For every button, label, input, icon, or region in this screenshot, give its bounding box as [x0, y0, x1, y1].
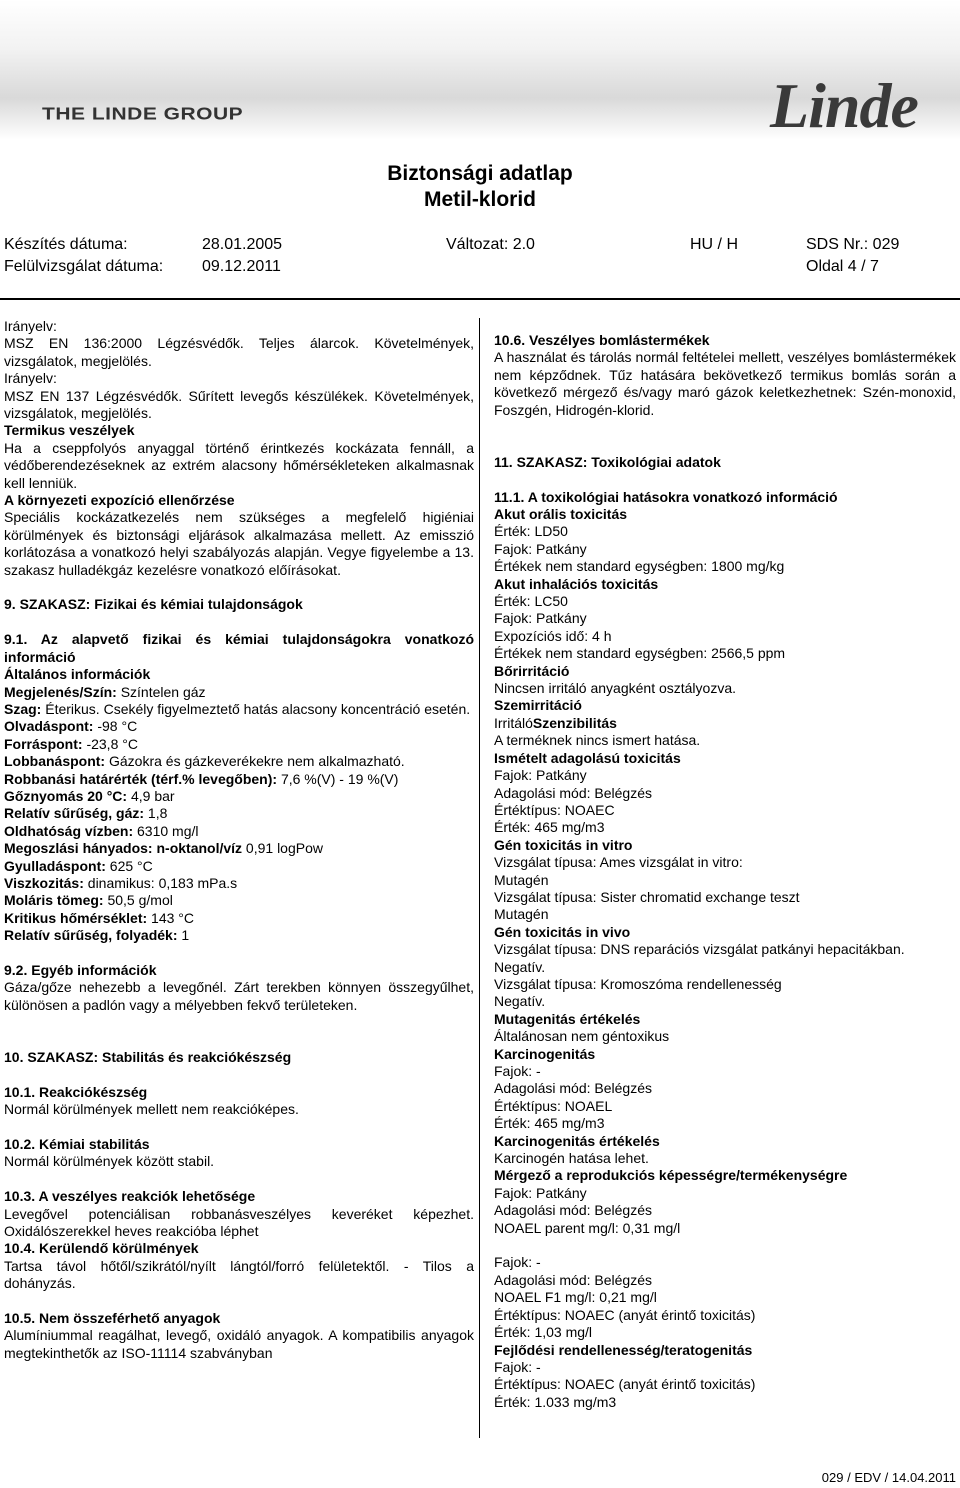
section-heading: Szenzibilitás	[532, 714, 617, 731]
version: Változat: 2.0	[446, 236, 535, 253]
text-line: Expozíciós idő: 4 h	[494, 627, 612, 644]
property-value: 0,91 logPow	[242, 840, 323, 857]
text-line	[4, 701, 474, 718]
property-value: Színtelen gáz	[116, 683, 206, 700]
company-name-logo: THE LINDE GROUP	[42, 104, 244, 124]
text-line: A terméknek nincs ismert hatása.	[494, 732, 701, 749]
property-value: 50,5 g/mol	[103, 892, 173, 909]
text-line: Mutagén	[494, 906, 549, 923]
section-heading: Termikus veszélyek	[4, 422, 135, 439]
text-line: Irányelv:	[4, 318, 57, 334]
text-line: Vizsgálat típusa: Ames vizsgálat in vitro:	[494, 854, 743, 871]
spacer	[4, 1066, 474, 1083]
spacer	[4, 1119, 474, 1136]
text-line: Adagolási mód: Belégzés	[494, 1202, 652, 1219]
left-column	[4, 318, 474, 1362]
text-line	[4, 823, 474, 840]
text-line: Adagolási mód: Belégzés	[494, 1271, 652, 1288]
property-label: Megoszlási hányados: n-oktanol/víz	[4, 840, 243, 857]
spacer	[494, 419, 956, 436]
text-line: Érték: LC50	[494, 593, 568, 610]
text-line: A használat és tárolás normál feltételei mellett, veszélyes bomlástermékek nem képződnek. Tűz hatására bekövetkező termikus bomlás során a következő mérgező és/vagy maró gázok keletkezhetnek: Szén-monoxid, Foszgén, Hidrogén-klorid.	[494, 349, 956, 418]
text-line: Fajok: -	[494, 1358, 541, 1375]
section-heading: Ismételt adagolású toxicitás	[494, 749, 681, 766]
text-line: Vizsgálat típusa: DNS reparációs vizsgálat patkányi hepacitákban.	[494, 941, 905, 958]
text-line	[4, 788, 474, 805]
text-line: Ha a cseppfolyós anyaggal történő érintkezés kockázata fennáll, a védőberendezéseknek az extrém alacsony hőmérsékleteken alkalmasnak kell lenniük.	[4, 439, 474, 491]
text-line	[494, 715, 956, 732]
text-line: NOAEL parent mg/l: 0,31 mg/l	[494, 1219, 681, 1236]
text-line: Fajok: Patkány	[494, 767, 587, 784]
text-line: Értékek nem standard egységben: 2566,5 ppm	[494, 645, 786, 662]
section-heading: Gén toxicitás in vivo	[494, 923, 631, 940]
text-line: Negatív.	[494, 958, 546, 975]
text-line: Fajok: Patkány	[494, 540, 587, 557]
text-line: Értéktípus: NOAEC (anyát érintő toxicitás)	[494, 1376, 756, 1393]
text-line: Speciális kockázatkezelés nem szükséges a megfelelő higiéniai körülmények és biztonsági eljárások alkalmazása mellett. Az emisszió korlátozása a vonatkozó helyi szabályozás alapján. Vegye figyelembe a 13. szakasz hulladékgáz kezelésre vonatkozó előírásokat.	[4, 509, 474, 578]
property-label: Gőznyomás 20 °C:	[4, 787, 128, 804]
property-label: Forráspont:	[4, 735, 83, 752]
property-value: Éterikus. Csekély figyelmeztető hatás alacsony koncentráció esetén.	[41, 700, 471, 717]
text-line	[4, 840, 474, 857]
property-value: 143 °C	[147, 909, 195, 926]
text-line: Levegővel potenciálisan robbanásveszélyes keveréket képezhet. Oxidálószerekkel heves reakcióba léphet	[4, 1205, 474, 1239]
property-label: Lobbanáspont:	[4, 753, 106, 770]
text-line: Gáza/gőze nehezebb a levegőnél. Zárt terekben könnyen összegyűlhet, különösen a padlón vagy a mélyebben fekvő területeken.	[4, 979, 474, 1013]
property-value: 4,9 bar	[127, 787, 175, 804]
text-line: Adagolási mód: Belégzés	[494, 784, 652, 801]
property-value: dinamikus: 0,183 mPa.s	[83, 874, 238, 891]
text-line: Alumíniummal reagálhat, levegő, oxidáló anyagok. A kompatibilis anyagok megtekinthetők az ISO-11114 szabványban	[4, 1327, 474, 1361]
right-column	[494, 332, 956, 1411]
text-line: Vizsgálat típusa: Kromoszóma rendellenesség	[494, 975, 782, 992]
text-line: Tartsa távol hőtől/szikrától/nyílt lángtól/forró felületektől. - Tilos a dohányzás.	[4, 1257, 474, 1292]
footer-code: 029 / EDV / 14.04.2011	[821, 1470, 956, 1485]
text-line: MSZ EN 137 Légzésvédők. Sűrített levegős készülékek. Követelmények, vizsgálatok, megjelölés.	[4, 387, 474, 422]
header-rule	[0, 298, 960, 300]
text-line: Vizsgálat típusa: Sister chromatid exchange teszt	[494, 888, 800, 905]
text-line: Értéktípus: NOAEC (anyát érintő toxicitás)	[494, 1306, 756, 1323]
section-heading: 10.4. Kerülendő körülmények	[4, 1240, 199, 1257]
spacer	[4, 579, 474, 596]
section-heading: 10.2. Kémiai stabilitás	[4, 1135, 150, 1152]
text-line: Fajok: Patkány	[494, 1184, 587, 1201]
text-line: Nincsen irritáló anyagként osztályozva.	[494, 680, 737, 697]
property-label: Viszkozitás:	[4, 874, 84, 891]
text-line: Normál körülmények mellett nem reakcióképes.	[4, 1101, 299, 1118]
property-value: Gázokra és gázkeverékekre nem alkalmazható.	[105, 753, 405, 770]
section-heading: 10.1. Reakciókészség	[4, 1083, 148, 1100]
text-line: Adagolási mód: Belégzés	[494, 1080, 652, 1097]
text-fragment: Irritáló	[494, 714, 533, 731]
property-value: 6310 mg/l	[133, 822, 199, 839]
page-number: Oldal 4 / 7	[806, 258, 879, 275]
text-line	[4, 753, 474, 770]
property-label: Megjelenés/Szín:	[4, 683, 117, 700]
property-value: 625 °C	[105, 857, 153, 874]
section-heading: Mutagenitás értékelés	[494, 1010, 641, 1027]
text-line: Mutagén	[494, 871, 549, 888]
text-line	[4, 805, 474, 822]
property-label: Olvadáspont:	[4, 718, 94, 735]
text-line: Érték: 465 mg/m3	[494, 819, 605, 836]
section-heading: 10. SZAKASZ: Stabilitás és reakciókészség	[4, 1048, 292, 1065]
section-heading: 9. SZAKASZ: Fizikai és kémiai tulajdonságok	[4, 596, 303, 613]
country-code: HU / H	[690, 236, 738, 253]
section-heading: 11.1. A toxikológiai hatásokra vonatkozó információ	[494, 488, 838, 505]
property-label: Kritikus hőmérséklet:	[4, 909, 148, 926]
section-heading: 9.1. Az alapvető fizikai és kémiai tulajdonságokra vonatkozó információ	[4, 631, 474, 665]
text-line	[4, 875, 474, 892]
section-heading: Szemirritáció	[494, 697, 582, 714]
text-line: Érték: LD50	[494, 523, 568, 540]
section-heading: Karcinogenitás	[494, 1045, 596, 1062]
property-value: -23,8 °C	[82, 735, 138, 752]
section-heading: Akut inhalációs toxicitás	[494, 575, 659, 592]
text-line: Érték: 465 mg/m3	[494, 1115, 605, 1132]
text-line: Általánosan nem géntoxikus	[494, 1028, 670, 1045]
spacer	[4, 1293, 474, 1310]
text-line: Fajok: -	[494, 1254, 541, 1271]
section-heading: Gén toxicitás in vitro	[494, 836, 633, 853]
text-line	[4, 684, 474, 701]
property-label: Gyulladáspont:	[4, 857, 106, 874]
text-line: Negatív.	[494, 993, 546, 1010]
text-line	[4, 892, 474, 909]
text-line: Fajok: -	[494, 1063, 541, 1080]
text-line: Érték: 1,03 mg/l	[494, 1324, 593, 1341]
section-heading: Mérgező a reprodukciós képességre/termékenységre	[494, 1167, 848, 1184]
spacer	[4, 945, 474, 962]
text-line	[4, 927, 474, 944]
spacer	[494, 471, 956, 488]
text-line: Irányelv:	[4, 370, 57, 387]
spacer	[4, 614, 474, 631]
spacer	[4, 1014, 474, 1031]
sds-number: SDS Nr.: 029	[806, 236, 900, 253]
property-label: Relatív sűrűség, gáz:	[4, 805, 145, 822]
property-value: 1	[177, 927, 190, 944]
text-line: Értéktípus: NOAEL	[494, 1097, 613, 1114]
section-heading: Bőrirritáció	[494, 662, 570, 679]
property-label: Moláris tömeg:	[4, 892, 104, 909]
text-line: Fajok: Patkány	[494, 610, 587, 627]
text-line: NOAEL F1 mg/l: 0,21 mg/l	[494, 1289, 657, 1306]
section-heading: Általános információk	[4, 666, 151, 683]
section-heading: 10.3. A veszélyes reakciók lehetősége	[4, 1188, 256, 1205]
revised-date: 09.12.2011	[202, 258, 281, 275]
spacer	[494, 436, 956, 453]
spacer	[494, 1237, 956, 1254]
property-value: -98 °C	[93, 718, 138, 735]
text-line: Értéktípus: NOAEC	[494, 801, 615, 818]
section-heading: 10.5. Nem összeférhető anyagok	[4, 1310, 221, 1327]
section-heading: Akut orális toxicitás	[494, 506, 628, 523]
section-heading: 11. SZAKASZ: Toxikológiai adatok	[494, 453, 721, 470]
text-line	[4, 910, 474, 927]
product-name: Metil-klorid	[423, 188, 536, 211]
document-title: Biztonsági adatlap	[387, 162, 573, 185]
text-line: Értékek nem standard egységben: 1800 mg/kg	[494, 558, 785, 575]
column-divider	[479, 318, 480, 1438]
property-value: 1,8	[144, 805, 168, 822]
created-date: 28.01.2005	[202, 236, 283, 253]
property-label: Szag:	[4, 700, 42, 717]
section-heading: Fejlődési rendellenesség/teratogenitás	[494, 1341, 753, 1358]
property-label: Robbanási határérték (térf.% levegőben):	[4, 770, 278, 787]
property-label: Oldhatóság vízben:	[4, 822, 134, 839]
spacer	[4, 1171, 474, 1188]
text-line: Karcinogén hatása lehet.	[494, 1150, 649, 1167]
text-line	[4, 736, 474, 753]
text-line	[4, 858, 474, 875]
section-heading: A környezeti expozíció ellenőrzése	[4, 492, 235, 509]
spacer	[4, 1032, 474, 1049]
section-heading: 9.2. Egyéb információk	[4, 961, 157, 978]
text-line	[4, 718, 474, 735]
linde-logo: Linde	[770, 70, 918, 141]
revised-label: Felülvizsgálat dátuma:	[4, 258, 164, 275]
text-line: Érték: 1.033 mg/m3	[494, 1393, 617, 1410]
text-line	[4, 771, 474, 788]
created-label: Készítés dátuma:	[4, 236, 128, 253]
property-value: 7,6 %(V) - 19 %(V)	[277, 770, 399, 787]
text-line: MSZ EN 136:2000 Légzésvédők. Teljes álarcok. Követelmények, vizsgálatok, megjelölés.	[4, 335, 474, 369]
section-heading: Karcinogenitás értékelés	[494, 1132, 660, 1149]
text-line: Normál körülmények között stabil.	[4, 1153, 215, 1170]
property-label: Relatív sűrűség, folyadék:	[4, 927, 178, 944]
section-heading: 10.6. Veszélyes bomlástermékek	[494, 332, 710, 348]
